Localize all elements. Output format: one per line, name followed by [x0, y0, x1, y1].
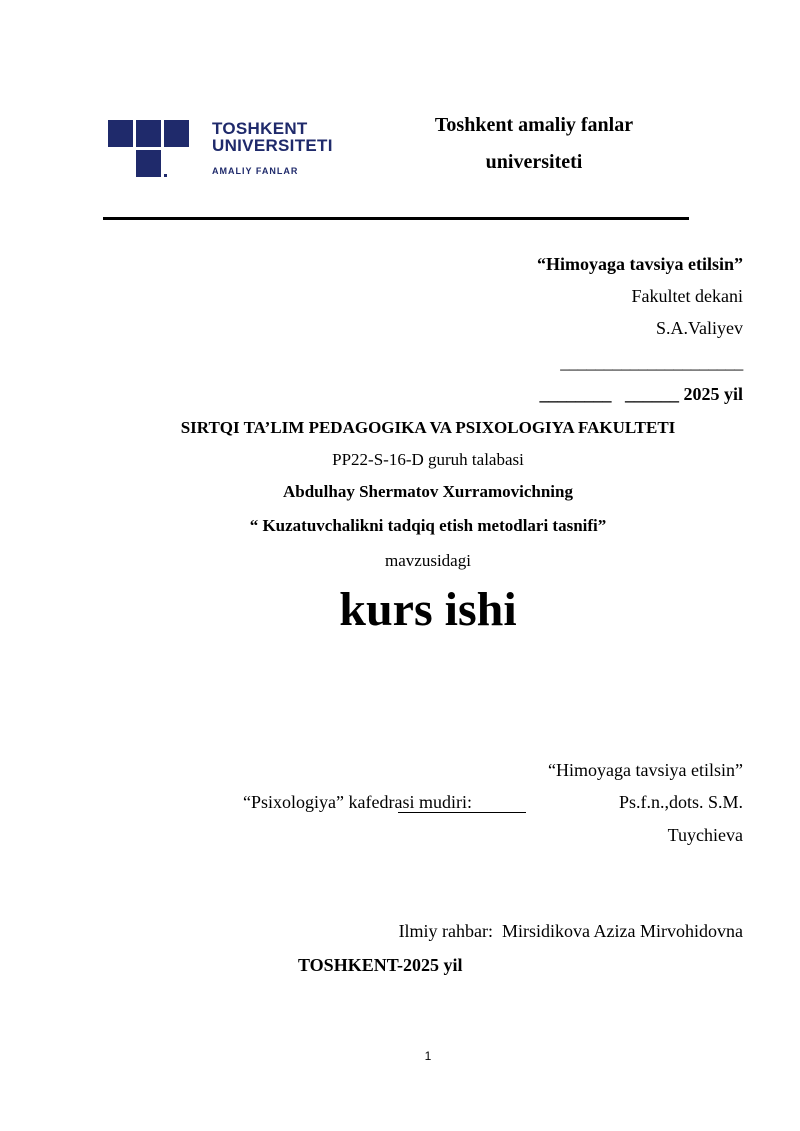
header-divider: [103, 217, 689, 220]
logo-dot: [164, 174, 167, 177]
department-signature-underline: [398, 812, 526, 813]
work-type-title: kurs ishi: [339, 583, 517, 636]
approval-recommend: “Himoyaga tavsiya etilsin”: [537, 254, 743, 274]
city-year: TOSHKENT-2025 yil: [298, 955, 463, 975]
logo-text-amaliy-fanlar: AMALIY FANLAR: [212, 166, 299, 176]
department-head-name-line1: Ps.f.n.,dots. S.M.: [618, 792, 743, 812]
logo-square-3: [164, 120, 189, 147]
logo-square-2: [136, 120, 161, 147]
header-title-line1: Toshkent amaliy fanlar: [434, 114, 634, 136]
approval-dean-label: Fakultet dekani: [631, 286, 743, 306]
logo-text-universiteti: UNIVERSITETI: [212, 136, 333, 155]
department-head-label: “Psixologiya” kafedrasi mudiri:: [243, 792, 472, 812]
approval-date-line: ________ ______ 2025 yil: [539, 384, 743, 404]
header-title-line2: universiteti: [485, 151, 583, 173]
topic-suffix: mavzusidagi: [385, 551, 471, 570]
student-name: Abdulhay Shermatov Xurramovichning: [283, 482, 573, 501]
approval-dean-name: S.A.Valiyev: [656, 318, 743, 338]
department-recommend: “Himoyaga tavsiya etilsin”: [548, 760, 743, 780]
group-label: PP22-S-16-D guruh talabasi: [332, 450, 524, 469]
supervisor: Ilmiy rahbar: Mirsidikova Aziza Mirvohidovna: [398, 921, 743, 941]
logo-square-1: [108, 120, 133, 147]
faculty-name: SIRTQI TA’LIM PEDAGOGIKA VA PSIXOLOGIYA FAKULTETI: [180, 418, 676, 437]
university-logo: [108, 120, 348, 180]
topic-title: “ Kuzatuvchalikni tadqiq etish metodlari tasnifi”: [249, 516, 607, 535]
logo-text-toshkent: TOSHKENT: [212, 119, 308, 138]
approval-signature-line: _____________________: [560, 352, 743, 372]
department-head-name-line2: Tuychieva: [667, 825, 743, 845]
logo-square-4: [136, 150, 161, 177]
page-number: 1: [424, 1049, 432, 1063]
